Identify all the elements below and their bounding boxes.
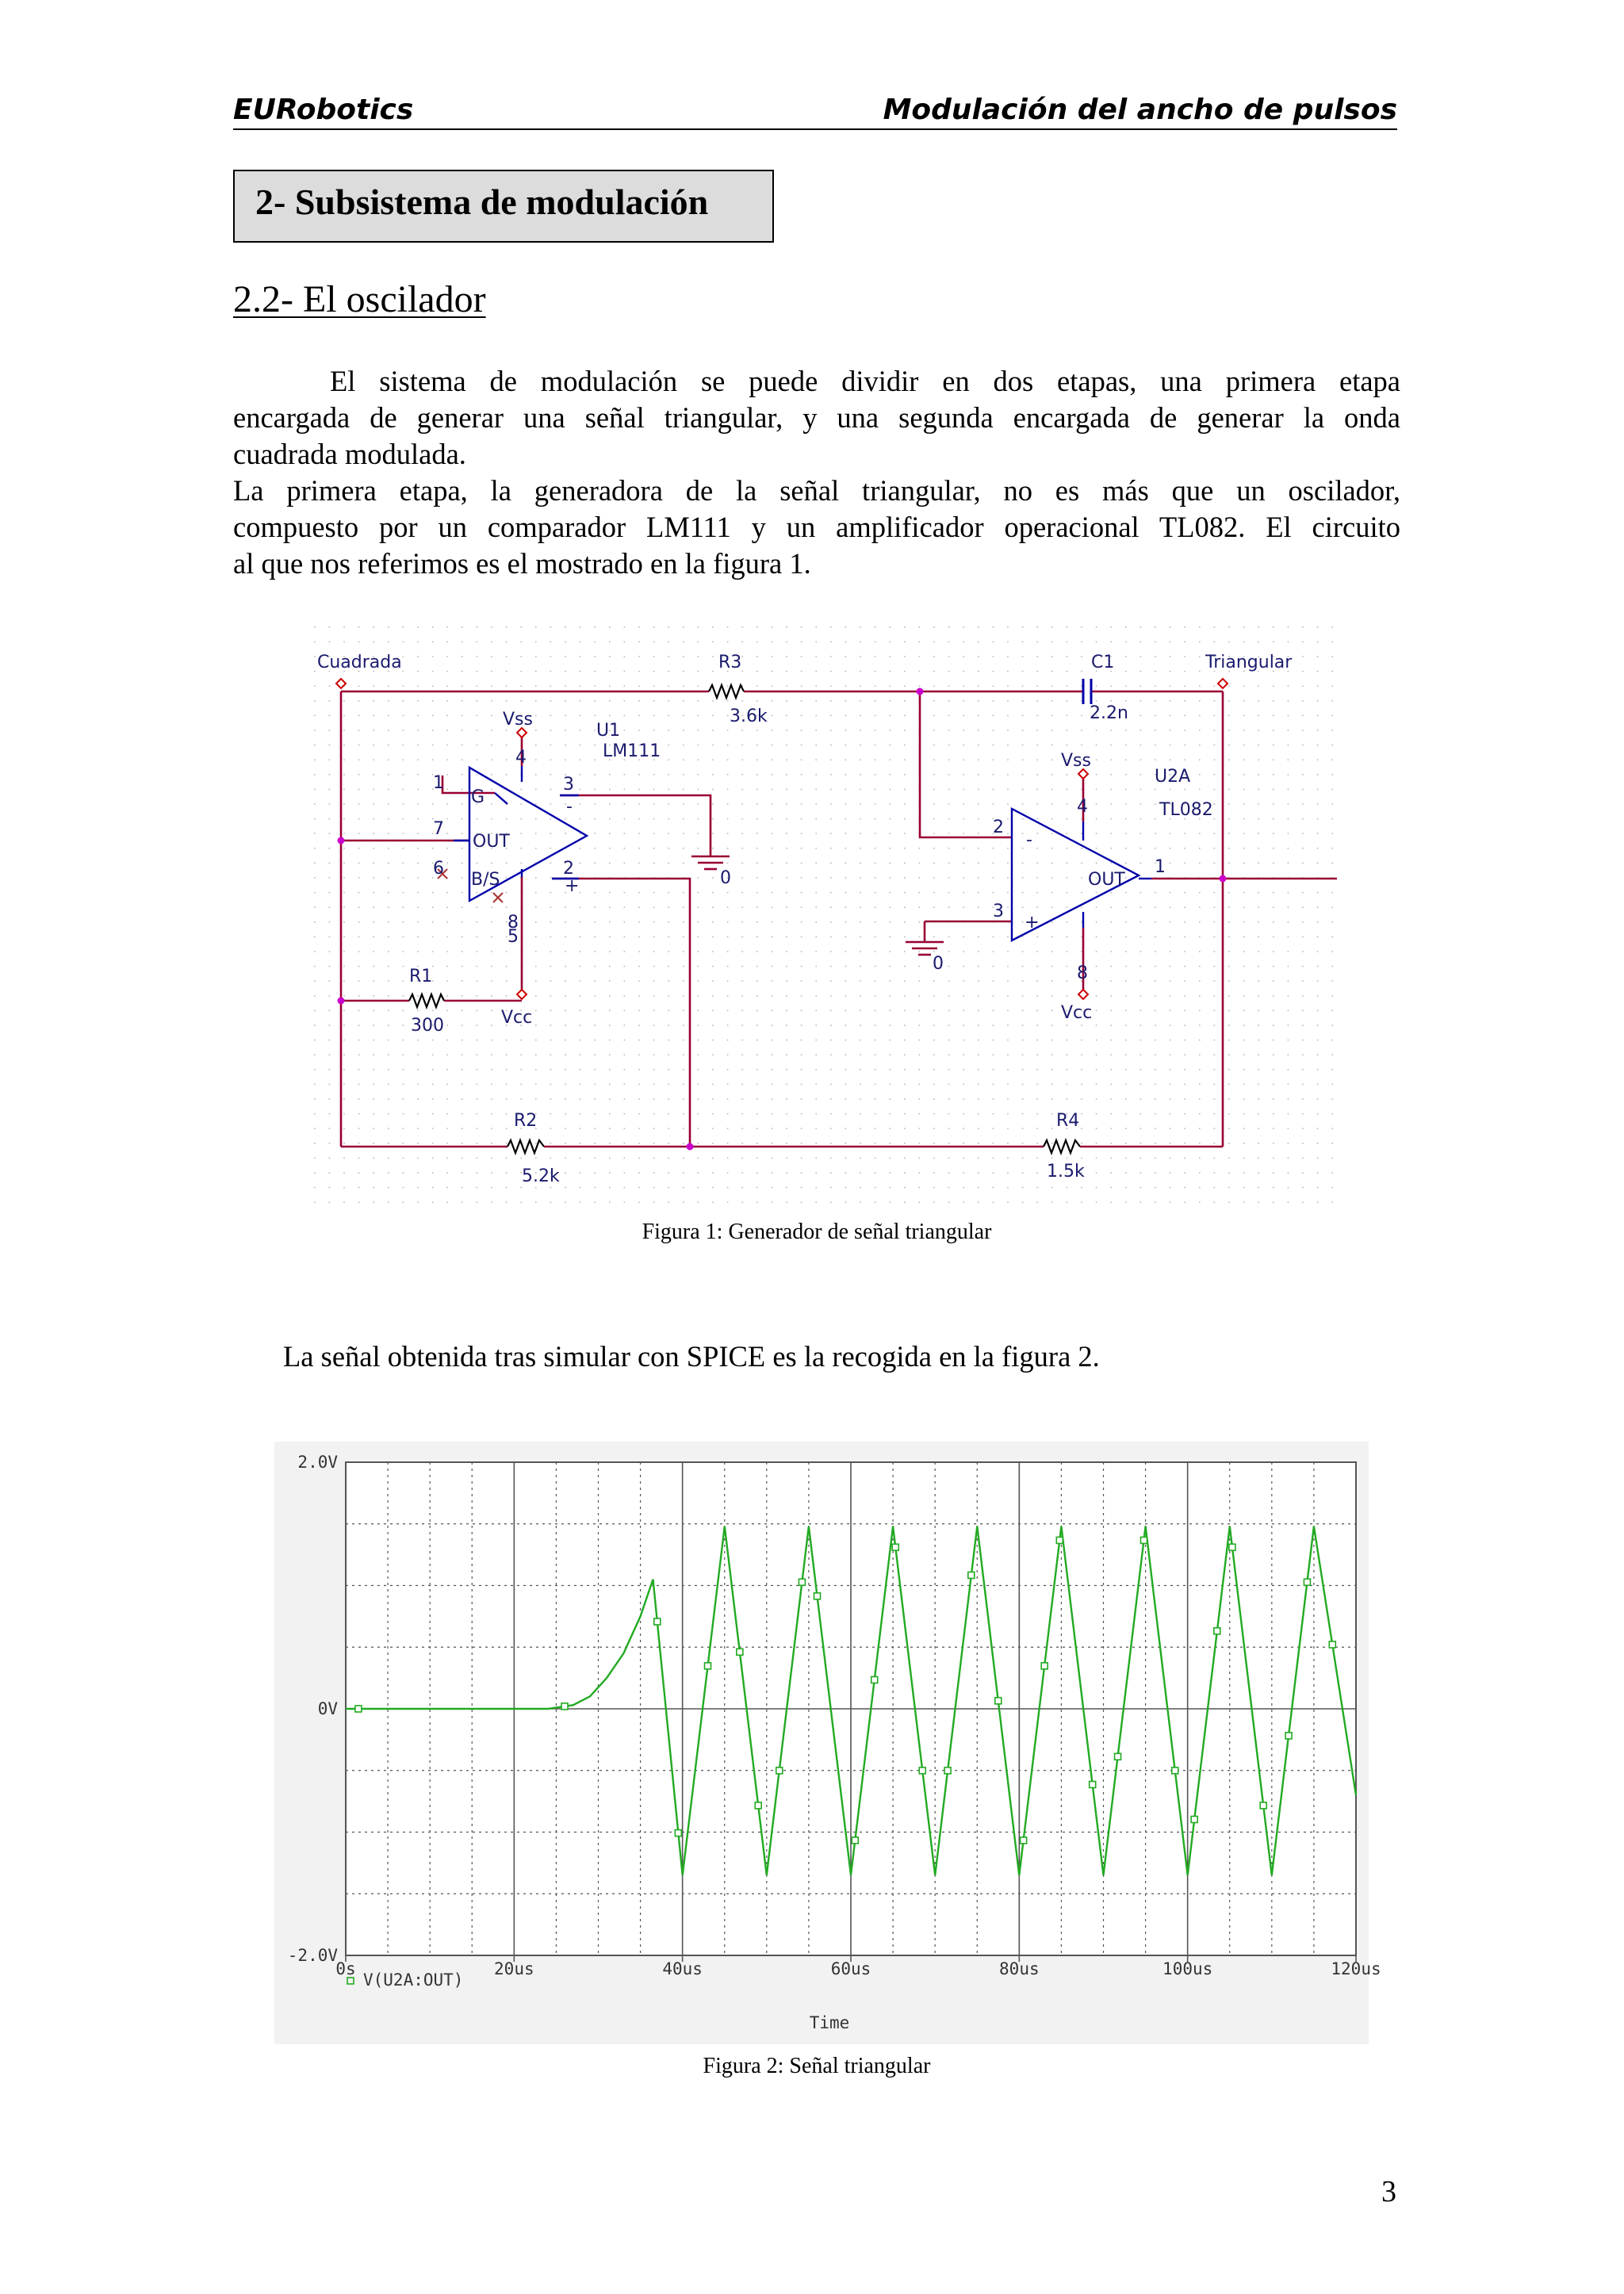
x-tick-label: 0s: [335, 1959, 356, 1978]
label-r1-value: 300: [411, 1016, 444, 1036]
paragraph-line: El sistema de modulación se puede dividir en dos etapas, una primera etapa: [330, 365, 1400, 397]
series-point-marker: [852, 1837, 858, 1844]
series-point-marker: [355, 1706, 362, 1712]
label-vss-u1: Vss: [503, 710, 533, 730]
label-c1: C1: [1091, 653, 1115, 672]
paragraph-line: al que nos referimos es el mostrado en la figura 1.: [233, 547, 811, 580]
series-point-marker: [1214, 1628, 1220, 1634]
series-point-marker: [995, 1698, 1002, 1704]
x-tick-label: 80us: [999, 1959, 1040, 1978]
series-point-marker: [755, 1802, 761, 1809]
series-point-marker: [871, 1676, 878, 1683]
x-axis-title: Time: [809, 2013, 850, 2032]
label-triangular: Triangular: [1205, 653, 1293, 672]
label-plus-u2: +: [1025, 913, 1040, 933]
header-right: Modulación del ancho de pulsos: [883, 94, 1397, 126]
label-pin8-u2: 8: [1077, 963, 1088, 983]
y-tick-label: -2.0V: [287, 1946, 338, 1965]
label-pin1-u2: 1: [1155, 857, 1166, 877]
page-number: 3: [1381, 2175, 1396, 2208]
label-pin7: 7: [433, 819, 444, 839]
label-pin3-u2: 3: [993, 902, 1004, 921]
label-r4-value: 1.5k: [1047, 1162, 1085, 1181]
series-point-marker: [1229, 1544, 1235, 1550]
legend-label: V(U2A:OUT): [363, 1970, 464, 1990]
series-point-marker: [654, 1618, 661, 1625]
series-point-marker: [776, 1767, 783, 1774]
series-point-marker: [1041, 1663, 1048, 1669]
figure1-caption: Figura 1: Generador de señal triangular: [642, 1220, 992, 1244]
paragraph-line: La primera etapa, la generadora de la señal triangular, no es más que un oscilador,: [233, 474, 1400, 507]
figure2-caption: Figura 2: Señal triangular: [703, 2054, 931, 2078]
paragraph-line: cuadrada modulada.: [233, 438, 466, 470]
series-point-marker: [737, 1649, 743, 1655]
paragraph-line: encargada de generar una señal triangular, y una segunda encargada de generar la onda: [233, 401, 1400, 434]
label-gnd-2: 0: [933, 954, 944, 974]
series-point-marker: [1285, 1733, 1292, 1739]
series-point-marker: [1056, 1537, 1063, 1543]
label-pin1-u1: 1: [433, 773, 444, 793]
series-point-marker: [1115, 1753, 1121, 1760]
x-tick-label: 40us: [662, 1959, 703, 1978]
label-r1: R1: [409, 967, 433, 986]
series-point-marker: [919, 1767, 925, 1774]
label-g: G: [471, 787, 485, 807]
paragraph-1: [233, 363, 1400, 582]
series-point-marker: [1329, 1641, 1335, 1648]
label-pin6: 6: [433, 859, 444, 879]
series-point-marker: [1140, 1537, 1147, 1543]
series-point-marker: [944, 1767, 951, 1774]
series-point-marker: [1172, 1767, 1178, 1774]
subsection-title: 2.2- El oscilador: [233, 278, 486, 320]
label-pin2-u2: 2: [993, 818, 1004, 837]
label-vcc-u2: Vcc: [1061, 1003, 1093, 1023]
series-point-marker: [1021, 1837, 1027, 1844]
label-u2-out: OUT: [1088, 870, 1125, 890]
header-rule: [233, 128, 1397, 130]
paragraph-line: compuesto por un comparador LM111 y un amplificador operacional TL082. El circuito: [233, 511, 1400, 543]
label-vss-u2: Vss: [1061, 751, 1091, 771]
circuit-schematic: [314, 626, 1345, 1205]
label-c1-value: 2.2n: [1090, 703, 1128, 723]
section-title: 2- Subsistema de modulación: [255, 182, 709, 222]
label-pin2-u1: 2: [563, 859, 574, 879]
label-gnd-1: 0: [720, 868, 731, 888]
triangle-wave-chart: [274, 1442, 1381, 2044]
series-point-marker: [814, 1593, 821, 1599]
label-plus-u1: +: [565, 876, 580, 896]
label-vcc-u1: Vcc: [501, 1008, 533, 1028]
x-tick-label: 60us: [830, 1959, 871, 1978]
series-point-marker: [1090, 1782, 1096, 1788]
x-tick-label: 100us: [1162, 1959, 1213, 1978]
series-point-marker: [1260, 1802, 1266, 1809]
label-minus-u1: -: [566, 797, 573, 817]
label-pin4-u2: 4: [1077, 797, 1088, 817]
label-r4: R4: [1056, 1111, 1080, 1131]
series-point-marker: [561, 1703, 568, 1710]
label-u2: U2A: [1155, 767, 1191, 787]
header-left: EURobotics: [233, 94, 414, 126]
label-r3: R3: [718, 653, 742, 672]
label-pin4-u1: 4: [515, 748, 527, 768]
label-r2: R2: [514, 1111, 538, 1131]
label-u1: U1: [596, 721, 621, 741]
y-tick-label: 0V: [317, 1699, 338, 1718]
label-pin3-u1: 3: [563, 775, 574, 795]
series-point-marker: [705, 1663, 711, 1669]
series-point-marker: [968, 1572, 975, 1578]
label-r3-value: 3.6k: [730, 707, 768, 726]
label-minus-u2: -: [1026, 830, 1032, 850]
series-point-marker: [675, 1830, 681, 1836]
series-point-marker: [892, 1544, 898, 1550]
label-pin8-u1: 8: [508, 913, 519, 933]
label-u2-part: TL082: [1159, 800, 1213, 820]
paragraph-3: La señal obtenida tras simular con SPICE es la recogida en la figura 2.: [283, 1340, 1100, 1373]
x-tick-label: 20us: [494, 1959, 534, 1978]
schematic-grid: [314, 626, 1345, 1205]
label-u1-out: OUT: [473, 832, 510, 852]
y-tick-label: 2.0V: [297, 1453, 338, 1472]
label-pin5: 5: [508, 927, 519, 947]
label-bs: B/S: [471, 870, 500, 890]
series-point-marker: [799, 1579, 805, 1585]
label-u1-part: LM111: [603, 741, 661, 761]
series-point-marker: [1304, 1579, 1310, 1585]
series-point-marker: [1191, 1817, 1197, 1823]
x-tick-label: 120us: [1331, 1959, 1381, 1978]
label-cuadrada: Cuadrada: [317, 653, 402, 672]
label-r2-value: 5.2k: [522, 1166, 560, 1186]
